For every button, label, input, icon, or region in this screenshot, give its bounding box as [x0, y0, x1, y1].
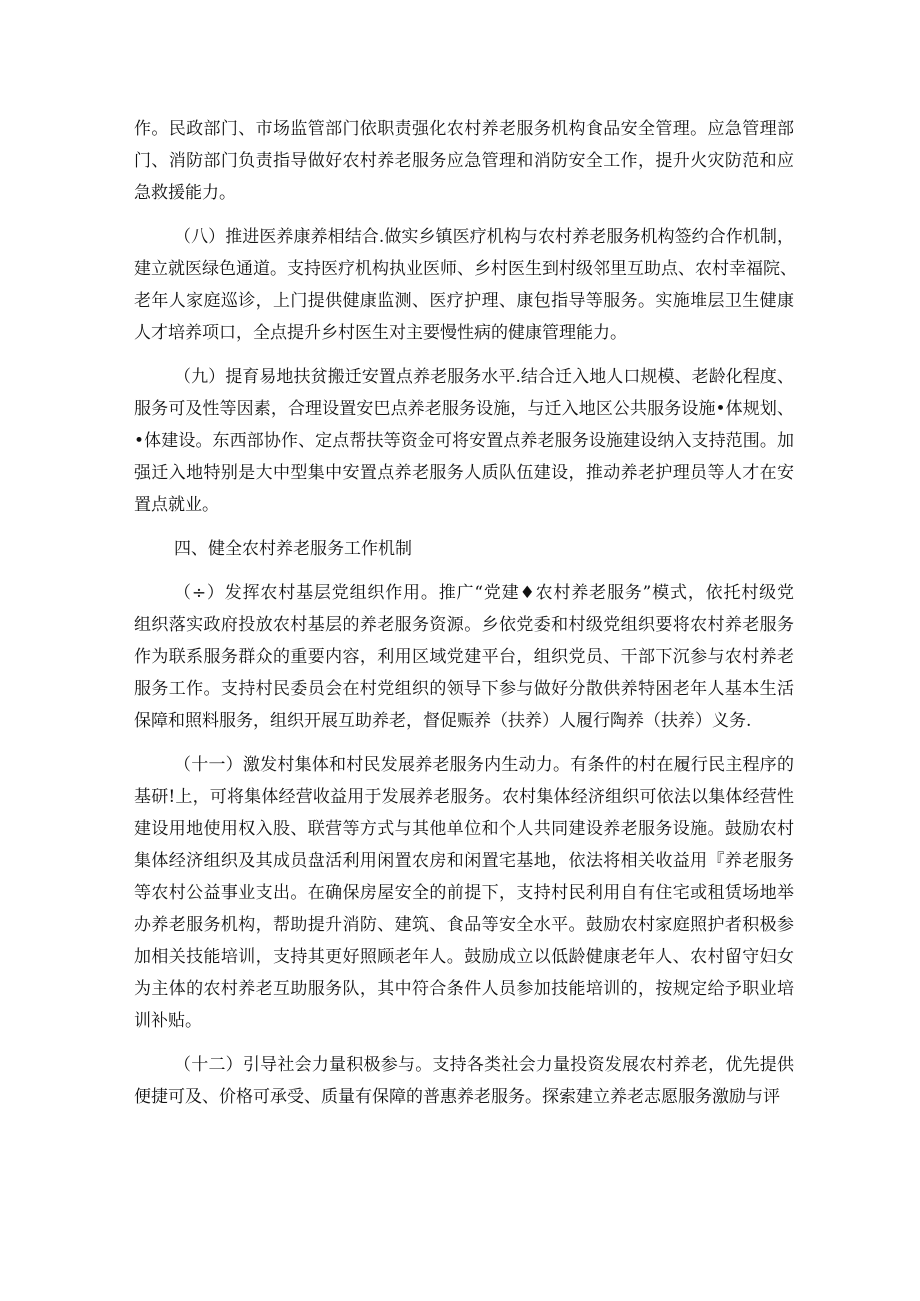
text-line: 强迁入地特别是大中型集中安置点养老服务人质队伍建设，推动养老护理员等人才在安 [134, 463, 794, 483]
paragraph-spacer [134, 737, 794, 749]
text-line: （÷）发挥农村基层党组织作用。推广“党建♦农村养老服务”模式，依托村级党 [174, 583, 794, 603]
paragraph-spacer [134, 565, 794, 577]
text-line: •体建设。东西部协作、定点帮扶等资金可将安置点养老服务设施建设纳入支持范围。加 [134, 431, 794, 451]
text-line: 置点就业。 [134, 495, 219, 515]
text-line: 集体经济组织及其成员盘活利用闲置农房和闲置宅基地，依法将相关收益用『养老服务 [134, 851, 794, 871]
paragraph-spacer [134, 521, 794, 533]
text-line: 便捷可及、价格可承受、质量有保障的普惠养老服务。探索建立养老志愿服务激励与评 [134, 1087, 780, 1107]
text-line: 为主体的农村养老互助服务队，其中符合条件人员参加技能培训的，按规定给予职业培 [134, 979, 794, 999]
paragraph-p3 [134, 361, 794, 521]
text-line: 保障和照料服务，组织开展互助养老，督促赈养（扶养）人履行陶养（扶养）义务. [134, 711, 752, 731]
text-line: 建立就医绿色通道。支持医疗机构执业医师、乡村医生到村级邻里互助点、农村幸福院、 [134, 259, 797, 279]
paragraph-p1 [134, 113, 794, 209]
text-line: 作为联系服务群众的重要内容，利用区域党建平台，组织党员、干部下沉参与农村养老 [134, 647, 794, 667]
text-line: （十二）引导社会力量积极参与。支持各类社会力量投资发展农村养老，优先提供 [174, 1055, 794, 1075]
text-line: （十一）激发村集体和村民发展养老服务内生动力。有条件的村在履行民主程序的 [174, 755, 794, 775]
text-line: 组织落实政府投放农村基层的养老服务资源。乡依党委和村级党组织要将农村养老服务 [134, 615, 794, 635]
text-line: 人才培养项口，全点提升乡村医生对主要慢性病的健康管理能力。 [134, 323, 627, 343]
text-line: 门、消防部门负责指导做好农村养老服务应急管理和消防安全工作，提升火灾防范和应 [134, 151, 794, 171]
text-line: 老年人家庭巡诊，上门提供健康监测、医疗护理、康包指导等服务。实施堆层卫生健康 [134, 291, 794, 311]
document-body [134, 113, 797, 1113]
text-line: 办养老服务机构，帮助提升消防、建筑、食品等安全水平。鼓励农村家庭照护者积极参 [134, 915, 794, 935]
text-line: 训补贴。 [134, 1011, 202, 1031]
text-line: 建设用地使用权入股、联营等方式与其他单位和个人共同建设养老服务设施。鼓励农村 [134, 819, 794, 839]
paragraph-spacer [134, 349, 794, 361]
paragraph-spacer [134, 1037, 794, 1049]
paragraph-p2 [134, 221, 797, 349]
paragraph-spacer [134, 209, 794, 221]
text-line: 加相关技能培训，支持其更好照顾老年人。鼓励成立以低龄健康老年人、农村留守妇女 [134, 947, 794, 967]
paragraph-p6 [134, 749, 794, 1037]
text-line: （八）推进医养康养相结合.做实乡镇医疗机构与农村养老服务机构签约合作机制， [174, 227, 794, 247]
paragraph-p7 [134, 1049, 794, 1113]
text-line: 作。民政部门、市场监管部门依职责强化农村养老服务机构食品安全管理。应急管理部 [134, 119, 794, 139]
text-line: 四、健全农村养老服务工作机制 [174, 539, 412, 559]
text-line: （九）提育易地扶贫搬迁安置点养老服务水平.结合迁入地人口规模、老龄化程度、 [174, 367, 794, 387]
text-line: 基研!上，可将集体经营收益用于发展养老服务。农村集体经济组织可依法以集体经营性 [134, 787, 794, 807]
paragraph-p5 [134, 577, 794, 737]
text-line: 等农村公益事业支出。在确保房屋安全的前提下，支持村民利用自有住宅或租赁场地举 [134, 883, 794, 903]
text-line: 服务可及性等因素，合理设置安巴点养老服务设施，与迁入地区公共服务设施•体规划、 [134, 399, 794, 419]
text-line: 服务工作。支持村民委员会在村党组织的领导下参与做好分散供养特困老年人基本生活 [134, 679, 794, 699]
text-line: 急救援能力。 [134, 183, 236, 203]
paragraph-p4 [134, 533, 794, 565]
